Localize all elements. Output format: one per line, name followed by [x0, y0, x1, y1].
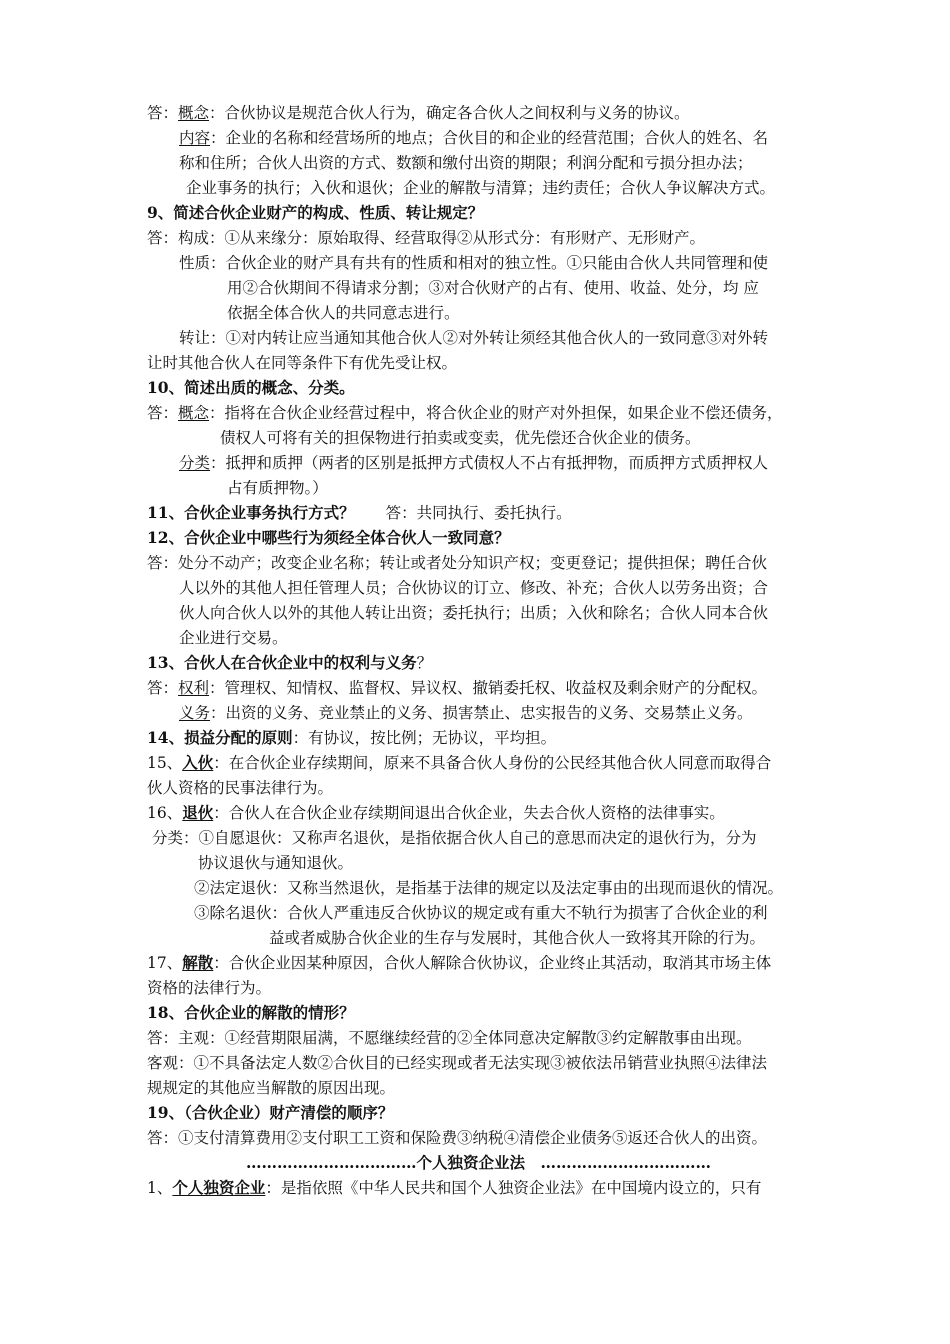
- text-line: 益或者威胁合伙企业的生存与发展时，其他合伙人一致将其开除的行为。: [269, 929, 766, 947]
- text-line: 15、入伙：在合伙企业存续期间，原来不具备合伙人身份的公民经其他合伙人同意而取得合: [147, 753, 772, 772]
- text-line: 17、解散：合伙企业因某种原因，合伙人解除合伙协议，企业终止其活动，取消其市场主体: [147, 953, 772, 972]
- text-line: 资格的法律行为。: [147, 979, 272, 997]
- text-line: 内容：企业的名称和经营场所的地点；合伙目的和企业的经营范围；合伙人的姓名、名: [179, 129, 769, 147]
- text-line: 让时其他合伙人在同等条件下有优先受让权。: [147, 354, 458, 372]
- text-line: 答：主观：①经营期限届满，不愿继续经营的②全体同意决定解散③约定解散事由出现。: [147, 1029, 752, 1047]
- text-line: 协议退伙与通知退伙。: [198, 854, 354, 872]
- text-line: 答：权利：管理权、知情权、监督权、异议权、撤销委托权、收益权及剩余财产的分配权。: [147, 679, 768, 697]
- text-line: 客观：①不具备法定人数②合伙目的已经实现或者无法实现③被依法吊销营业执照④法律法: [147, 1054, 768, 1072]
- text-line: 规规定的其他应当解散的原因出现。: [147, 1079, 396, 1097]
- text-line: 16、退伙：合伙人在合伙企业存续期间退出合伙企业，失去合伙人资格的法律事实。: [147, 803, 725, 822]
- text-line: ③除名退伙：合伙人严重违反合伙协议的规定或有重大不轨行为损害了合伙企业的利: [194, 904, 768, 922]
- text-line: 分类：抵押和质押（两者的区别是抵押方式债权人不占有抵押物，而质押方式质押权人: [179, 454, 769, 472]
- text-line: 用②合伙期间不得请求分割；③对合伙财产的占有、使用、收益、处分，均 应: [227, 279, 759, 297]
- question-heading: 12、合伙企业中哪些行为须经全体合伙人一致同意？: [147, 528, 510, 547]
- question-heading: 10、简述出质的概念、分类。: [147, 378, 355, 397]
- text-line: 义务：出资的义务、竞业禁止的义务、损害禁止、忠实报告的义务、交易禁止义务。: [179, 704, 753, 722]
- text-line: 答：构成：①从来缘分：原始取得、经营取得②从形式分：有形财产、无形财产。: [147, 229, 706, 247]
- text-line: 依据全体合伙人的共同意志进行。: [227, 304, 460, 322]
- question-heading: 11、合伙企业事务执行方式？ 答：共同执行、委托执行。: [147, 503, 572, 522]
- question-heading: 18、合伙企业的解散的情形？: [147, 1003, 355, 1022]
- text-line: 性质：合伙企业的财产具有共有的性质和相对的独立性。①只能由合伙人共同管理和使: [179, 254, 769, 272]
- text-line: 债权人可将有关的担保物进行拍卖或变卖，优先偿还合伙企业的债务。: [220, 429, 701, 447]
- text-line: 称和住所；合伙人出资的方式、数额和缴付出资的期限；利润分配和亏损分担办法；: [179, 154, 753, 172]
- section-title: ……………………………个人独资企业法 ……………………………: [246, 1153, 712, 1172]
- text-line: 答：概念：指将在合伙企业经营过程中，将合伙企业的财产对外担保，如果企业不偿还债务，: [147, 404, 783, 422]
- text-line: 1、个人独资企业：是指依照《中华人民共和国个人独资企业法》在中国境内设立的，只有: [147, 1178, 762, 1197]
- text-line: 分类：①自愿退伙：又称声名退伙，是指依据合伙人自己的意思而决定的退伙行为，分为: [152, 829, 757, 847]
- text-line: 答：处分不动产；改变企业名称；转让或者处分知识产权；变更登记；提供担保；聘任合伙: [147, 554, 768, 572]
- text-line: 伙人向合伙人以外的其他人转让出资；委托执行；出质；入伙和除名；合伙人同本合伙: [179, 604, 769, 622]
- text-line: 占有质押物。）: [227, 479, 328, 497]
- question-heading: 14、损益分配的原则：有协议，按比例；无协议，平均担。: [147, 728, 557, 747]
- text-line: 转让：①对内转让应当通知其他合伙人②对外转让须经其他合伙人的一致同意③对外转: [179, 329, 769, 347]
- text-line: 答：概念：合伙协议是规范合伙人行为，确定各合伙人之间权利与义务的协议。: [147, 104, 690, 122]
- text-line: 企业进行交易。: [179, 629, 288, 647]
- text-line: 企业事务的执行；入伙和退伙；企业的解散与清算；违约责任；合伙人争议解决方式。: [186, 179, 776, 197]
- text-line: ②法定退伙：又称当然退伙，是指基于法律的规定以及法定事由的出现而退伙的情况。: [194, 879, 784, 897]
- text-line: 答：①支付清算费用②支付职工工资和保险费③纳税④清偿企业债务⑤返还合伙人的出资。: [147, 1129, 768, 1147]
- text-line: 伙人资格的民事法律行为。: [147, 779, 334, 797]
- question-heading: 19、（合伙企业）财产清偿的顺序？: [147, 1103, 394, 1122]
- question-heading: 9、简述合伙企业财产的构成、性质、转让规定？: [147, 203, 484, 222]
- question-heading: 13、合伙人在合伙企业中的权利与义务？: [147, 653, 433, 672]
- text-line: 人以外的其他人担任管理人员；合伙协议的订立、修改、补充；合伙人以劳务出资；合: [179, 579, 769, 597]
